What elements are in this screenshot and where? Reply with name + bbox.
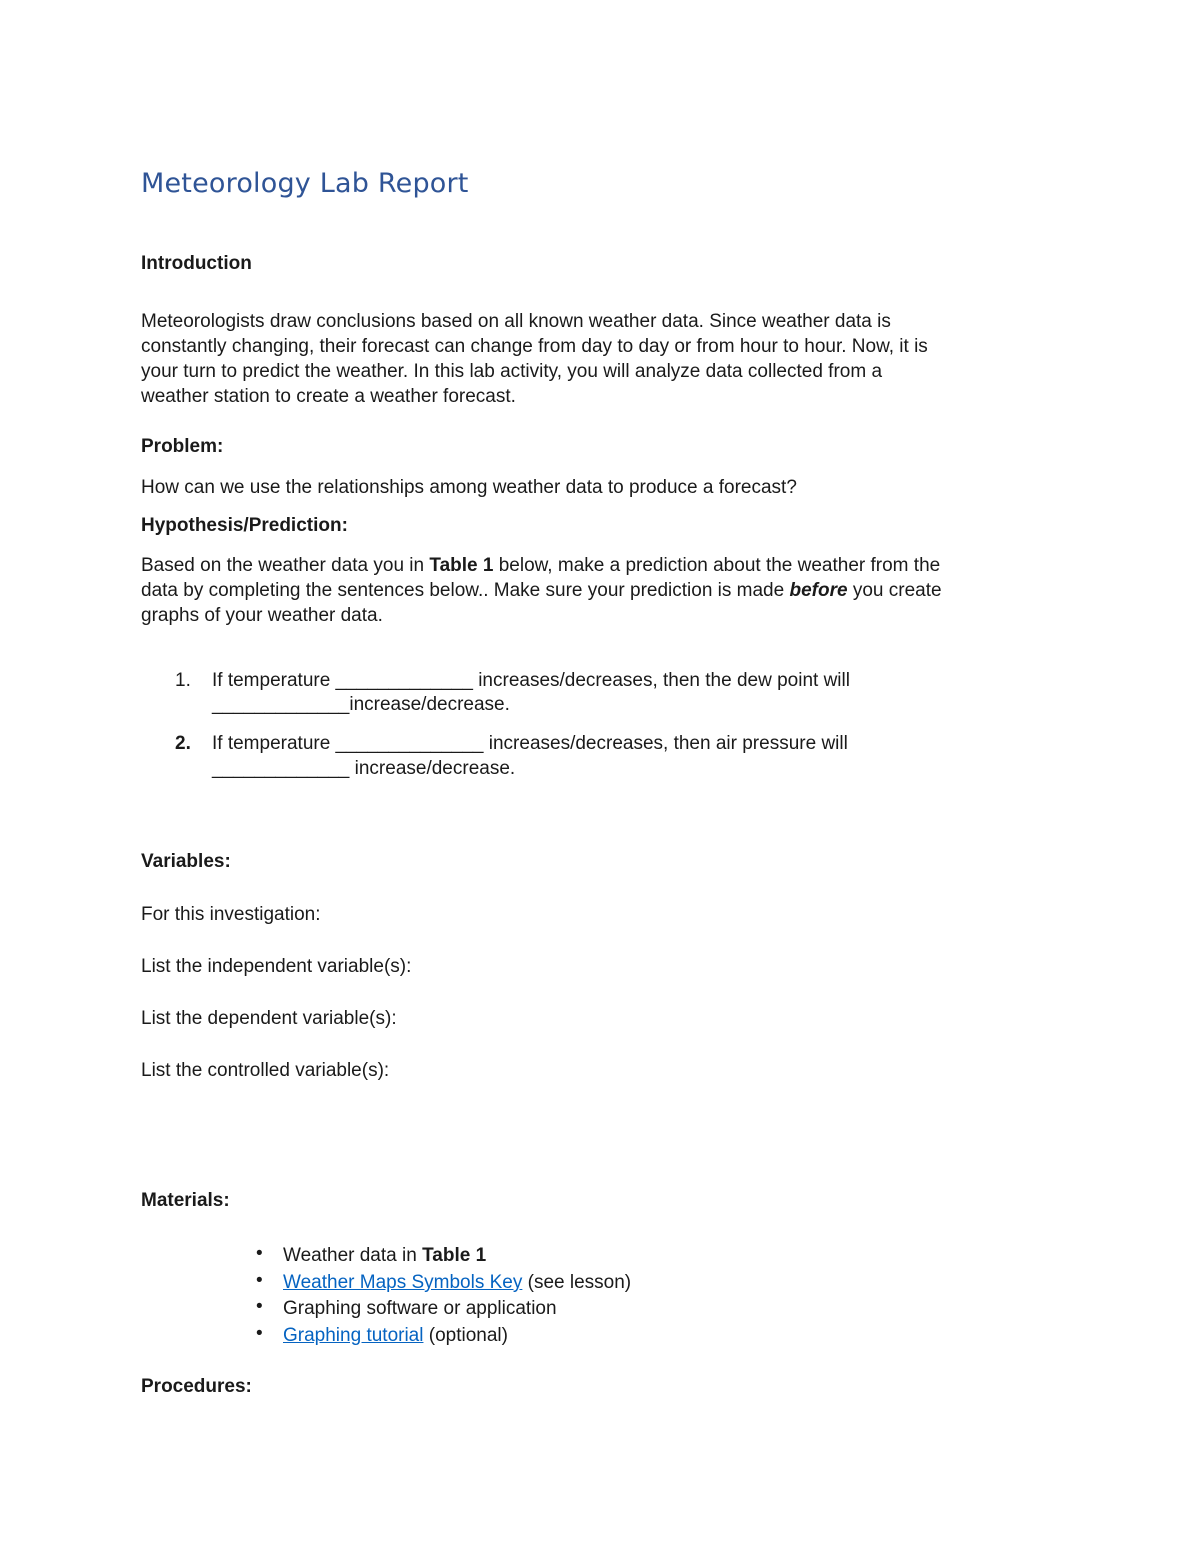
list-number: 2. xyxy=(175,733,191,754)
introduction-heading: Introduction xyxy=(141,253,252,274)
problem-text: How can we use the relationships among weather data to produce a forecast? xyxy=(141,477,797,498)
variables-intro: For this investigation: xyxy=(141,904,321,925)
material-item xyxy=(283,1243,486,1268)
hypothesis-text: data by completing the sentences below.. Make sure your prediction is made xyxy=(141,580,790,601)
problem-heading: Problem: xyxy=(141,436,224,457)
bullet-icon: • xyxy=(256,1270,263,1291)
independent-variable-prompt: List the independent variable(s): xyxy=(141,956,412,977)
variables-heading: Variables: xyxy=(141,851,231,872)
hypothesis-line: graphs of your weather data. xyxy=(141,605,383,626)
hypothesis-paragraph xyxy=(141,553,1061,628)
controlled-variable-prompt: List the controlled variable(s): xyxy=(141,1060,390,1081)
prediction-1-line2: _____________increase/decrease. xyxy=(212,694,510,715)
bullet-icon: • xyxy=(256,1243,263,1264)
material-text: (see lesson) xyxy=(522,1272,632,1293)
prediction-2-line1: If temperature ______________ increases/decreases, then air pressure will xyxy=(212,733,848,754)
bullet-icon: • xyxy=(256,1323,263,1344)
introduction-line: your turn to predict the weather. In this lab activity, you will analyze data collected from a xyxy=(141,361,883,382)
hypothesis-line xyxy=(141,553,1061,578)
dependent-variable-prompt: List the dependent variable(s): xyxy=(141,1008,397,1029)
page-title: Meteorology Lab Report xyxy=(141,168,469,199)
hypothesis-heading: Hypothesis/Prediction: xyxy=(141,515,348,536)
prediction-1-line1: If temperature _____________ increases/decreases, then the dew point will xyxy=(212,670,850,691)
materials-heading: Materials: xyxy=(141,1190,230,1211)
material-text: (optional) xyxy=(423,1325,508,1346)
hypothesis-line xyxy=(141,578,1061,603)
table-ref: Table 1 xyxy=(422,1245,487,1266)
prediction-2-line2: _____________ increase/decrease. xyxy=(212,758,516,779)
material-item xyxy=(283,1323,508,1348)
material-item xyxy=(283,1270,631,1295)
procedures-heading: Procedures: xyxy=(141,1376,252,1397)
bullet-icon: • xyxy=(256,1296,263,1317)
weather-maps-symbols-key-link[interactable]: Weather Maps Symbols Key xyxy=(283,1272,523,1293)
material-item: Graphing software or application xyxy=(283,1298,557,1319)
hypothesis-text: below, make a prediction about the weather from the xyxy=(493,555,941,576)
hypothesis-text: you create xyxy=(847,580,942,601)
introduction-paragraph xyxy=(141,309,1061,409)
introduction-line: constantly changing, their forecast can change from day to day or from hour to hour. Now, it is xyxy=(141,336,928,357)
hypothesis-text: Based on the weather data you in xyxy=(141,555,430,576)
introduction-line: Meteorologists draw conclusions based on all known weather data. Since weather data is xyxy=(141,311,891,332)
emphasis-before: before xyxy=(789,580,848,601)
list-number: 1. xyxy=(175,670,191,691)
introduction-line: weather station to create a weather forecast. xyxy=(141,386,516,407)
table-ref: Table 1 xyxy=(429,555,494,576)
material-text: Weather data in xyxy=(283,1245,423,1266)
graphing-tutorial-link[interactable]: Graphing tutorial xyxy=(283,1325,424,1346)
